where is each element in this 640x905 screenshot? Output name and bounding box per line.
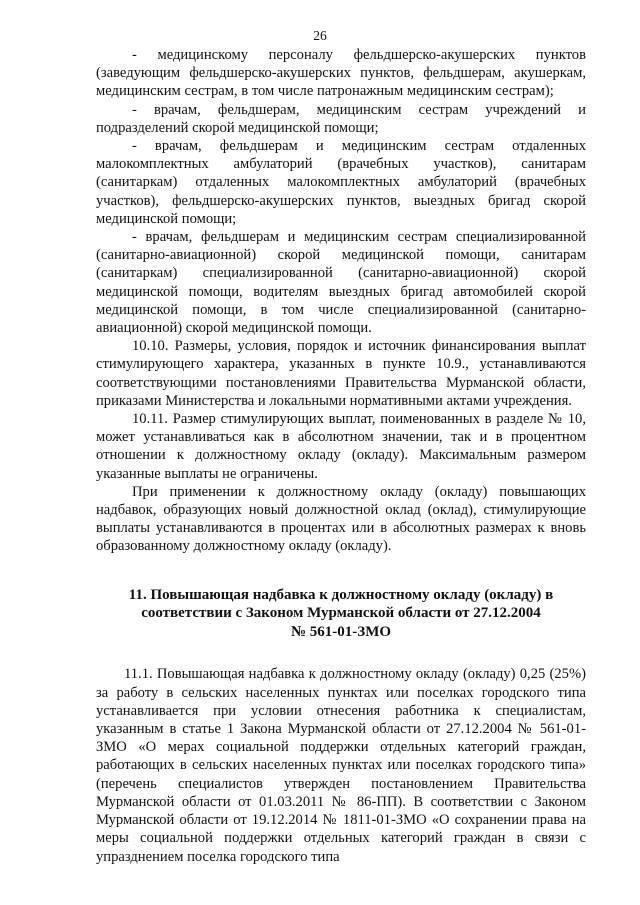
paragraph-11-1: 11.1. Повышающая надбавка к должностному окладу (окладу) 0,25 (25%) за работу в сельских населенных пунктах или поселках городского типа устанавливается при условии отнесения работника к специалистам, указанным в статье 1 Закона Мурманской области от 27.12.2004 № 561-01-ЗМО «О мерах социальной поддержки отдельных категорий граждан, работающих в сельских населенных пунктах или поселках городского типа» (перечень специалистов утвержден постановлением Правительства Мурманской области от 01.03.2011 № 86-ПП). В соответствии с Законом Мурманской области от 19.12.2014 № 1811-01-ЗМО «О сохранении права на меры социальной поддержки отдельных категорий граждан в связи с упразднением поселка городского типа	[96, 666, 586, 865]
document-body	[96, 46, 586, 866]
section-11-heading	[96, 586, 586, 642]
section-11-heading-line-3: № 561-01-ЗМО	[290, 623, 392, 640]
section-11-heading-line-1: 11. Повышающая надбавка к должностному окладу (окладу) в	[128, 586, 554, 603]
paragraph-fap-staff: - медицинскому персоналу фельдшерско-акушерских пунктов (заведующим фельдшерско-акушерских пунктов, фельдшерам, акушеркам, медицинским сестрам, в том числе патронажным медицинским сестрам);	[96, 47, 586, 100]
page-number: 26	[313, 28, 327, 43]
section-11-heading-line-2: соответствии с Законом Мурманской области от 27.12.2004	[141, 605, 541, 622]
paragraph-emergency-care-staff: - врачам, фельдшерам, медицинским сестрам учреждений и подразделений скорой медицинской помощи;	[96, 101, 586, 136]
paragraph-remote-ambulatory-staff: - врачам, фельдшерам и медицинским сестрам отдаленных малокомплектных амбулаторий (врачебных участков), санитарам (санитаркам) отдаленных малокомплектных амбулаторий (врачебных участков), фельдшерско-акушерских пунктов, выездных бригад скорой медицинской помощи;	[96, 138, 586, 227]
paragraph-surcharge-application: При применении к должностному окладу (окладу) повышающих надбавок, образующих новый должностной оклад (оклад), стимулирующие выплаты устанавливаются в процентах или в абсолютных размерах к вновь образованному должностному окладу (окладу).	[96, 483, 586, 555]
paragraph-10-11: 10.11. Размер стимулирующих выплат, поименованных в разделе № 10, может устанавливаться как в абсолютном значении, так и в процентном отношении к должностному окладу (окладу). Максимальным размером указанные выплаты не ограничены.	[96, 411, 586, 482]
paragraph-10-10: 10.10. Размеры, условия, порядок и источник финансирования выплат стимулирующего характера, указанных в пункте 10.9., устанавливаются соответствующими постановлениями Правительства Мурманской области, приказами Министерства и локальными нормативными актами учреждения.	[96, 338, 586, 409]
paragraph-air-ambulance-staff: - врачам, фельдшерам и медицинским сестрам специализированной (санитарно-авиационной) скорой медицинской помощи, санитарам (санитаркам) специализированной (санитарно-авиационной) скорой медицинской помощи, водителям выездных бригад автомобилей скорой медицинской помощи, в том числе специализированной (санитарно-авиационной) скорой медицинской помощи.	[96, 229, 586, 337]
